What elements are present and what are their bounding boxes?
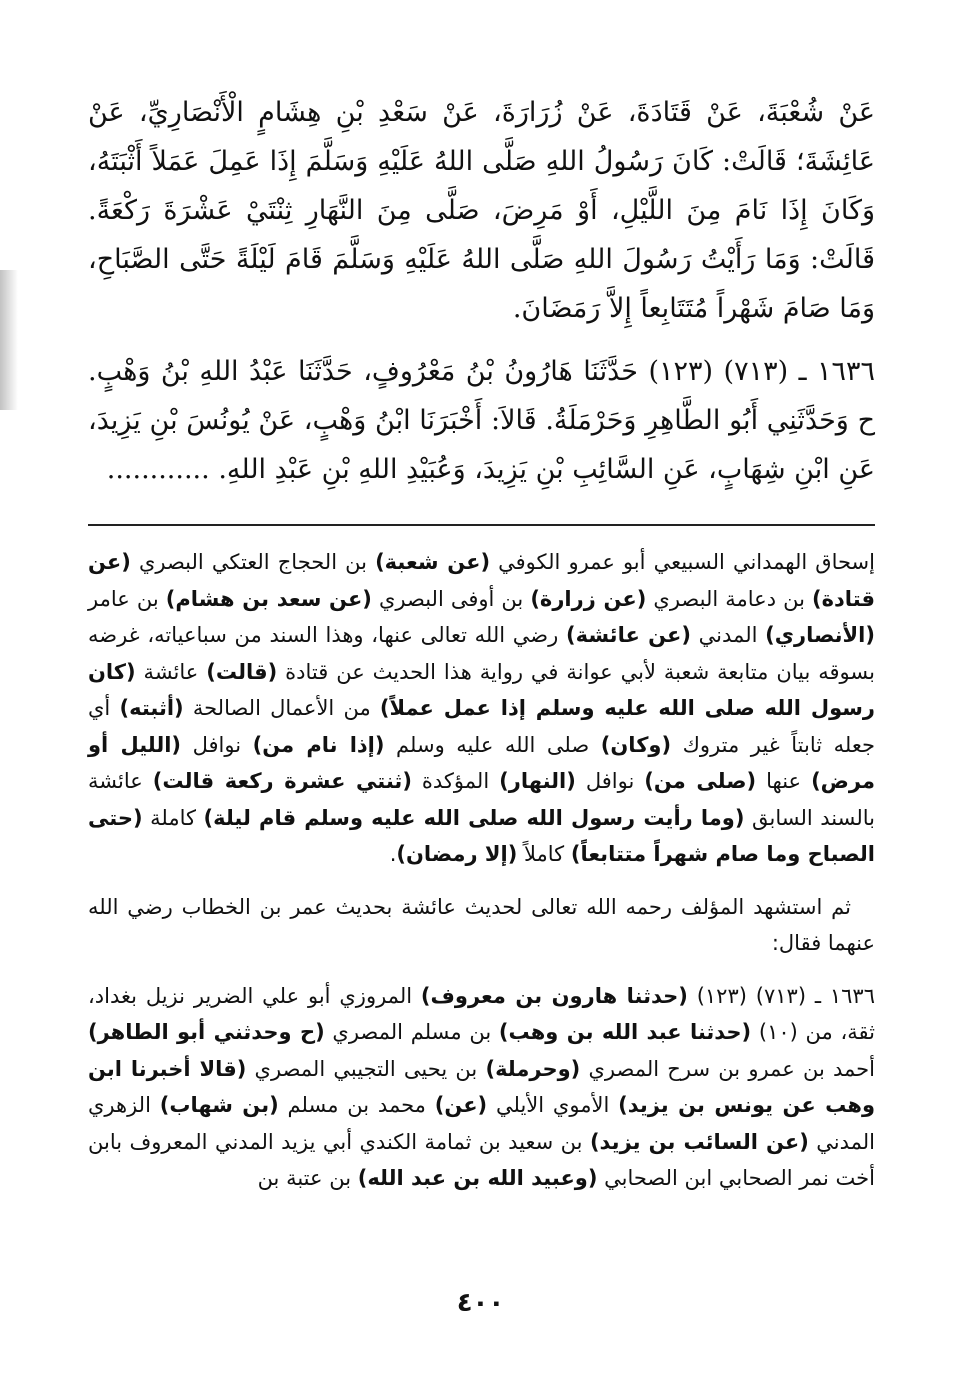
quoted-text: (عن زرارة) [530, 586, 647, 611]
commentary-text: المروزي أبو علي الضرير نزيل بغداد، ثقة، من (١٠) [88, 983, 875, 1044]
commentary-text: صلى الله عليه وسلم [384, 732, 601, 757]
quoted-text: (وما رأيت رسول الله صلى الله عليه وسلم قام ليلة) [203, 805, 745, 830]
commentary-text: المدني [690, 623, 766, 647]
commentary-text: أي جعله ثابتاً غير متروك [88, 696, 875, 757]
quoted-text: (عن شعبة) [375, 550, 491, 574]
quoted-text: (ثنتي عشرة ركعة قالت) [152, 769, 412, 793]
quoted-text: (أثبته) [119, 696, 184, 720]
quoted-text: (حدثنا هارون بن معروف) [420, 983, 688, 1008]
commentary-text: بن سعيد بن ثمامة الكندي أبي يزيد المدني المعروف بابن أخت نمر الصحابي ابن الصحابي [88, 1129, 875, 1190]
commentary-text: بن يحيى التجيبي المصري [246, 1056, 486, 1081]
quoted-text: (النهار) [499, 769, 576, 793]
hadith-paragraph: عَنْ شُعْبَةَ، عَنْ قَتَادَةَ، عَنْ زُرَارَةَ، عَنْ سَعْدِ بْنِ هِشَامٍ الْأَنْصَارِيِّ، عَنْ عَائِشَةَ؛ قَالَتْ: كَانَ رَسُولُ اللهِ صَلَّى اللهُ عَلَيْهِ وَسَلَّمَ إِذَا عَمِلَ عَمَلاً أَثْبَتَهُ، وَكَانَ إِذَا نَامَ مِنَ اللَّيْلِ، أَوْ مَرِضَ، صَلَّى مِنَ النَّهَارِ ثِنْتَيْ عَشْرَةَ رَكْعَةً. قَالَتْ: وَمَا رَأَيْتُ رَسُولَ اللهِ صَلَّى اللهُ عَلَيْهِ وَسَلَّمَ قَامَ لَيْلَةً حَتَّى الصَّبَاحِ، وَمَا صَامَ شَهْراً مُتَتَابِعاً إِلاَّ رَمَضَانَ. [88, 97, 875, 324]
commentary-text: كاملة [142, 805, 204, 830]
quoted-text: (بن شهاب) [159, 1093, 279, 1117]
commentary-text: ثم استشهد المؤلف رحمه الله تعالى لحديث عائشة بحديث عمر بن الخطاب رضي الله عنهما فقال: [88, 894, 875, 955]
quoted-text: (عن قتادة) [88, 550, 876, 611]
quoted-text: (وحرملة) [485, 1056, 581, 1081]
page-number: ٤٠٠ [456, 1288, 505, 1318]
footnote-divider [88, 524, 875, 526]
quoted-text: (صلى من) [644, 769, 757, 793]
commentary-text: بن أوفى البصري [371, 586, 531, 611]
quoted-text: (قالا أخبرنا ابن وهب عن يونس بن يزيد) [88, 1056, 876, 1117]
quoted-text: (عن عائشة) [565, 623, 691, 647]
commentary-text: إسحاق الهمداني السبيعي أبو عمرو الكوفي [490, 550, 875, 574]
commentary-text: . [389, 842, 397, 866]
commentary-text: عائشة بالسند السابق [88, 769, 875, 830]
quoted-text: (عن السائب بن يزيد) [589, 1129, 809, 1154]
commentary-text: أحمد بن عمرو بن سرح المصري [580, 1056, 875, 1081]
scan-edge-artifact [0, 270, 18, 410]
quoted-text: (الأنصاري) [765, 623, 875, 647]
commentary-paragraph [88, 544, 875, 873]
commentary-text: رضي الله تعالى عنها، وهذا السند من سباعياته، غرضه بسوقه بيان متابعة شعبة لأبي عوانة في رواية هذا الحديث عن قتادة [88, 623, 875, 684]
hadith-text [88, 88, 875, 494]
quoted-text: (حتى الصباح وما صام شهراً متتابعاً) [88, 805, 875, 866]
hadith-chain: ١٦٣٦ ـ (٧١٣) (١٢٣) حَدَّثَنَا هَارُونُ بْنُ مَعْرُوفٍ، حَدَّثَنَا عَبْدُ اللهِ بْنُ وَهْبٍ. ح وَحَدَّثَنِي أَبُو الطَّاهِرِ وَحَرْمَلَةُ. قَالاَ: أَخْبَرَنَا ابْنُ وَهْبٍ، عَنْ يُونُسَ بْنِ يَزِيدَ، عَنِ ابْنِ شِهَابٍ، عَنِ السَّائِبِ بْنِ يَزِيدَ، وَعُبَيْدِ اللهِ بْنِ عَبْدِ اللهِ. [88, 356, 876, 485]
commentary-text: بن عامر [88, 586, 166, 611]
commentary-text: الزهري المدني [88, 1093, 876, 1154]
continuation-dots: ............ [106, 454, 210, 485]
quoted-text: (إلا رمضان) [396, 842, 518, 866]
quoted-text: (إذا نام من) [252, 732, 385, 757]
page-content [88, 88, 875, 1319]
commentary-text: المؤكدة [411, 769, 500, 793]
commentary-text: محمد بن مسلم [278, 1093, 435, 1117]
commentary-text: الأموي الأيلي [487, 1093, 619, 1117]
commentary-paragraph [88, 978, 875, 1197]
commentary [88, 544, 875, 1197]
commentary-text: بن عتبة بن [257, 1166, 358, 1190]
commentary-text: بن دعامة البصري [646, 586, 813, 611]
commentary-text: بن مسلم المصري [324, 1020, 499, 1044]
commentary-text: نوافل [575, 769, 645, 793]
commentary-text: من الأعمال الصالحة [183, 696, 380, 720]
commentary-text: ١٦٣٦ ـ (٧١٣) (١٢٣) [687, 983, 875, 1008]
quoted-text: (كان رسول الله صلى الله عليه وسلم إذا عمل عملاً) [88, 659, 875, 720]
commentary-text: كاملاً [517, 842, 571, 866]
quoted-text: (عن سعد بن هشام) [165, 586, 372, 611]
commentary-text: نوافل [181, 732, 253, 757]
quoted-text: (قالت) [206, 659, 278, 684]
quoted-text: (حدثنا عبد الله بن وهب) [498, 1020, 752, 1044]
commentary-paragraph [88, 889, 875, 962]
quoted-text: (عن) [434, 1093, 488, 1117]
quoted-text: (وكان) [600, 732, 672, 757]
hadith-paragraph [88, 347, 875, 494]
commentary-text: عنها [756, 769, 812, 793]
quoted-text: (وعبيد الله بن عبد الله) [357, 1166, 598, 1190]
commentary-text: عائشة [135, 659, 207, 684]
commentary-text: بن الحجاج العتكي البصري [130, 550, 376, 574]
quoted-text: (الليل أو مرض) [88, 732, 875, 793]
quoted-text: (ح وحدثني أبو الطاهر) [88, 1020, 325, 1044]
